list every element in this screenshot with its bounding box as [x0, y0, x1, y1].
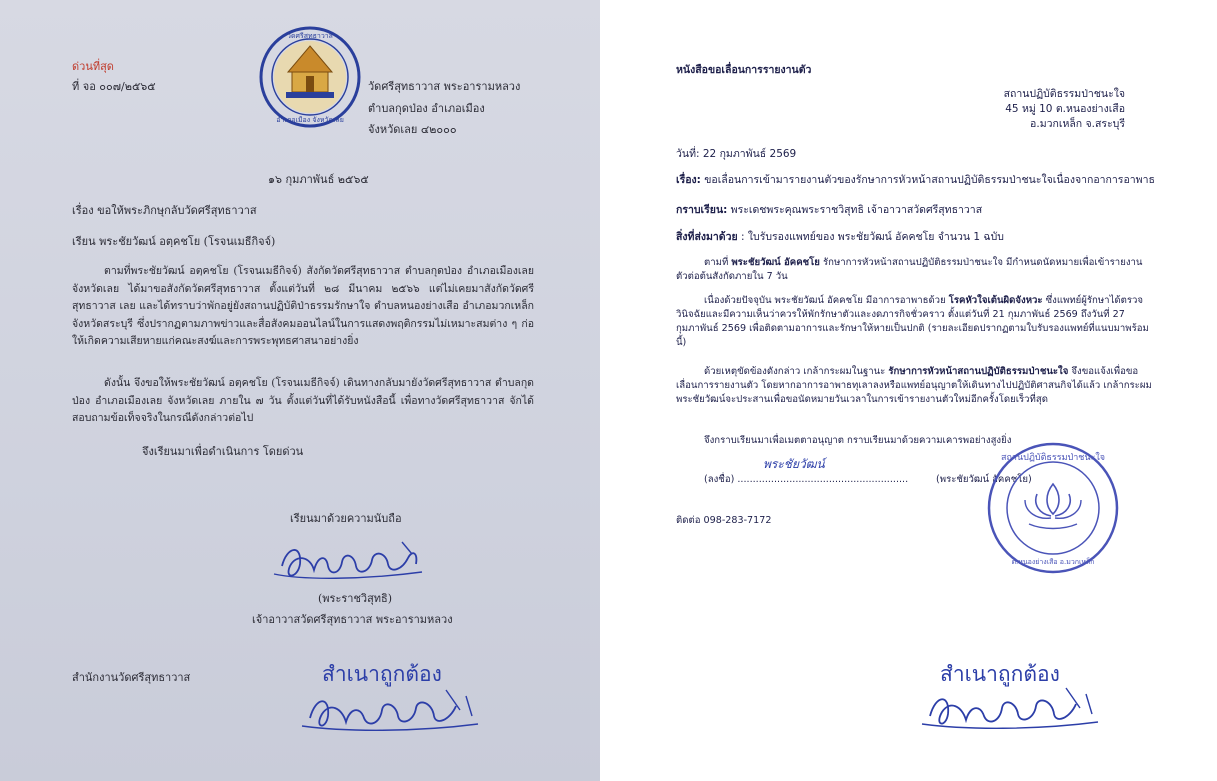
closing-request: จึงเรียนมาเพื่อดำเนินการ โดยด่วน [142, 445, 304, 458]
signer-name: (พระราชวิสุทธิ) [318, 592, 393, 605]
body-paragraph-1: ตามที่พระชัยวัฒน์ อตฺคชโย (โรจนเมธีกิจจ์) สังกัดวัดศรีสุทธาวาส ตำบลกุดป่อง อำเภอเมืองเลย จังหวัดเลย ได้มาขอสังกัดวัดศรีสุทธาวาส ตั้งแต่วันที่ ๒๘ มีนาคม ๒๕๖๖ แต่ไม่เคยมาสังกัดวัดศรีสุทธาวาส เลย และได้ทราบว่าพักอยู่ยังสถานปฏิบัติป่าธรรมรักษาใจ ตำบลหนองย่างเสือ อำเภอมวกเหล็ก จังหวัดสระบุรี ซึ่งปรากฏตามภาพข่าวและสื่อสังคมออนไลน์ในการแสดงพฤติกรรมไม่เหมาะสมต่าง ๆ ก่อให้เกิดความเสียหายแก่คณะสงฆ์และการพระพุทธศาสนาอย่างยิ่ง [72, 265, 534, 347]
certified-copy-text-left: สำเนาถูกต้อง [322, 662, 442, 686]
enclosure-text: : ใบรับรองแพทย์ของ พระชัยวัฒน์ อัคคชโย จำนวน 1 ฉบับ [741, 231, 1004, 243]
sign-name: (พระชัยวัฒน์ อัคคชโย) [936, 474, 1032, 485]
subject-label: เรื่อง: [676, 174, 701, 186]
subject-text: ขอเลื่อนการเข้ามารายงานตัวของรักษาการหัวหน้าสถานปฏิบัติธรรมป่าชนะใจเนื่องจากอาการอาพาธ [704, 174, 1155, 186]
urgency-label: ด่วนที่สุด [72, 60, 114, 73]
right-closing-line: จึงกราบเรียนมาเพื่อเมตตาอนุญาต กราบเรียนมาด้วยความเคารพอย่างสูงยิ่ง [704, 435, 1012, 446]
right-subject-line [676, 174, 1155, 187]
para2-text-c: ซึ่งแพทย์ผู้รักษาได้ตรวจวินิจฉัยและมีความเห็นว่าควรให้พักรักษาตัวและงดภารกิจชั่วคราว ตั้งแต่วันที่ 21 กุมภาพันธ์ 2569 ถึงวันที่ 27 กุมภาพันธ์ 2569 เพื่อติดตามอาการและรักษาให้หายเป็นปกติ (รายละเอียดปรากฏตามใบรับรองแพทย์ที่แนบมาพร้อมนี้) [676, 295, 1149, 348]
right-letter-date: วันที่: 22 กุมภาพันธ์ 2569 [676, 148, 797, 160]
right-address-line-3: อ.มวกเหล็ก จ.สระบุรี [1030, 118, 1125, 130]
address-line-3: จังหวัดเลย ๔๒๐๐๐ [368, 123, 457, 136]
certified-copy-text-right: สำเนาถูกต้อง [940, 662, 1060, 686]
document-number: ที่ จอ ๐๐๗/๒๕๖๕ [72, 80, 156, 93]
temple-seal [256, 26, 364, 128]
right-body-paragraph-2 [676, 294, 1154, 350]
right-recipient-line [676, 204, 982, 217]
svg-text:สถานปฏิบัติธรรมป่าชนะใจ: สถานปฏิบัติธรรมป่าชนะใจ [1000, 453, 1106, 463]
right-address-line-2: 45 หมู่ 10 ต.หนองย่างเสือ [1005, 103, 1125, 115]
right-letter-title: หนังสือขอเลื่อนการรายงานตัว [676, 64, 812, 76]
address-line-2: ตำบลกุดป่อง อำเภอเมือง [368, 102, 485, 115]
certified-signature-right [916, 684, 1106, 734]
recipient-text: พระเดชพระคุณพระราชวิสุทธิ เจ้าอาวาสวัดศรีสุทธาวาส [730, 204, 983, 216]
right-address-line-1: สถานปฏิบัติธรรมป่าชนะใจ [1003, 88, 1125, 100]
svg-text:ต.หนองย่างเสือ อ.มวกเหล็ก: ต.หนองย่างเสือ อ.มวกเหล็ก [1011, 558, 1095, 566]
letter-date: ๑๖ กุมภาพันธ์ ๒๕๖๕ [268, 173, 369, 186]
recipient-label: กราบเรียน: [676, 204, 728, 216]
contact-phone: ติดต่อ 098-283-7172 [676, 515, 772, 526]
enclosure-label: สิ่งที่ส่งมาด้วย [676, 231, 738, 243]
para3-text-a: ด้วยเหตุขัดข้องดังกล่าว เกล้ากระผมในฐานะ [704, 366, 889, 377]
office-name: สำนักงานวัดศรีสุทธาวาส [72, 671, 191, 684]
para1-text-a: ตามที่ [704, 257, 732, 268]
letter-recipient: เรียน พระชัยวัฒน์ อตฺคชโย (โรจนเมธีกิจจ์) [72, 235, 276, 248]
left-letter [0, 0, 600, 781]
para1-text-c: รักษาการหัวหน้าสถานปฏิบัติธรรมป่าชนะใจ มีกำหนดนัดหมายเพื่อเข้ารายงานตัวต่อต้นสังกัดภายใน 7 วัน [676, 257, 1143, 282]
monk-signature: พระชัยวัฒน์ [763, 457, 825, 471]
right-letter [600, 0, 1217, 781]
abbot-signature [262, 536, 432, 586]
letter-subject: เรื่อง ขอให้พระภิกษุกลับวัดศรีสุทธาวาส [72, 204, 257, 217]
right-body-paragraph-1 [676, 256, 1154, 284]
body-paragraph-2: ดังนั้น จึงขอให้พระชัยวัฒน์ อตฺคชโย (โรจนเมธีกิจจ์) เดินทางกลับมายังวัดศรีสุทธาวาส ตำบลกุดป่อง อำเภอเมืองเลย จังหวัดเลย ภายใน ๗ วัน ตั้งแต่วันที่ได้รับหนังสือนี้ เพื่อทางวัดศรีสุทธาวาส จักได้สอบถามข้อเท็จจริงในกรณีดังกล่าวต่อไป [72, 377, 534, 424]
svg-text:อำเภอเมือง จังหวัดเลย: อำเภอเมือง จังหวัดเลย [276, 116, 344, 124]
address-line-1: วัดศรีสุทธาวาส พระอารามหลวง [368, 80, 521, 93]
sign-prefix: (ลงชื่อ) ........................................................ [704, 474, 909, 485]
meditation-center-stamp [985, 440, 1121, 576]
para3-text-bold: รักษาการหัวหน้าสถานปฏิบัติธรรมป่าชนะใจ [888, 366, 1069, 377]
para2-text-bold: โรคหัวใจเต้นผิดจังหวะ [948, 295, 1043, 306]
certified-signature-left [296, 686, 486, 736]
svg-text:วัดศรีสุทธาวาส: วัดศรีสุทธาวาส [287, 32, 333, 40]
para2-text-a: เนื่องด้วยปัจจุบัน พระชัยวัฒน์ อัคคชโย มีอาการอาพาธด้วย [704, 295, 949, 306]
signer-title: เจ้าอาวาสวัดศรีสุทธาวาส พระอารามหลวง [252, 613, 453, 626]
right-body-paragraph-3 [676, 365, 1154, 407]
respect-line: เรียนมาด้วยความนับถือ [290, 512, 402, 525]
enclosure-line [676, 231, 1004, 244]
para1-text-bold: พระชัยวัฒน์ อัคคชโย [731, 257, 820, 268]
para3-text-c: จึงขอแจ้งเพื่อขอเลื่อนการรายงานตัว โดยหากอาการอาพาธทุเลาลงหรือแพทย์อนุญาตให้เดินทางไปปฏิบัติศาสนกิจได้แล้ว เกล้ากระผมพระชัยวัฒน์จะประสานเพื่อขอนัดหมายวันเวลาในการเข้ารายงานตัวใหม่อีกครั้งโดยเร็วที่สุด [676, 366, 1152, 405]
